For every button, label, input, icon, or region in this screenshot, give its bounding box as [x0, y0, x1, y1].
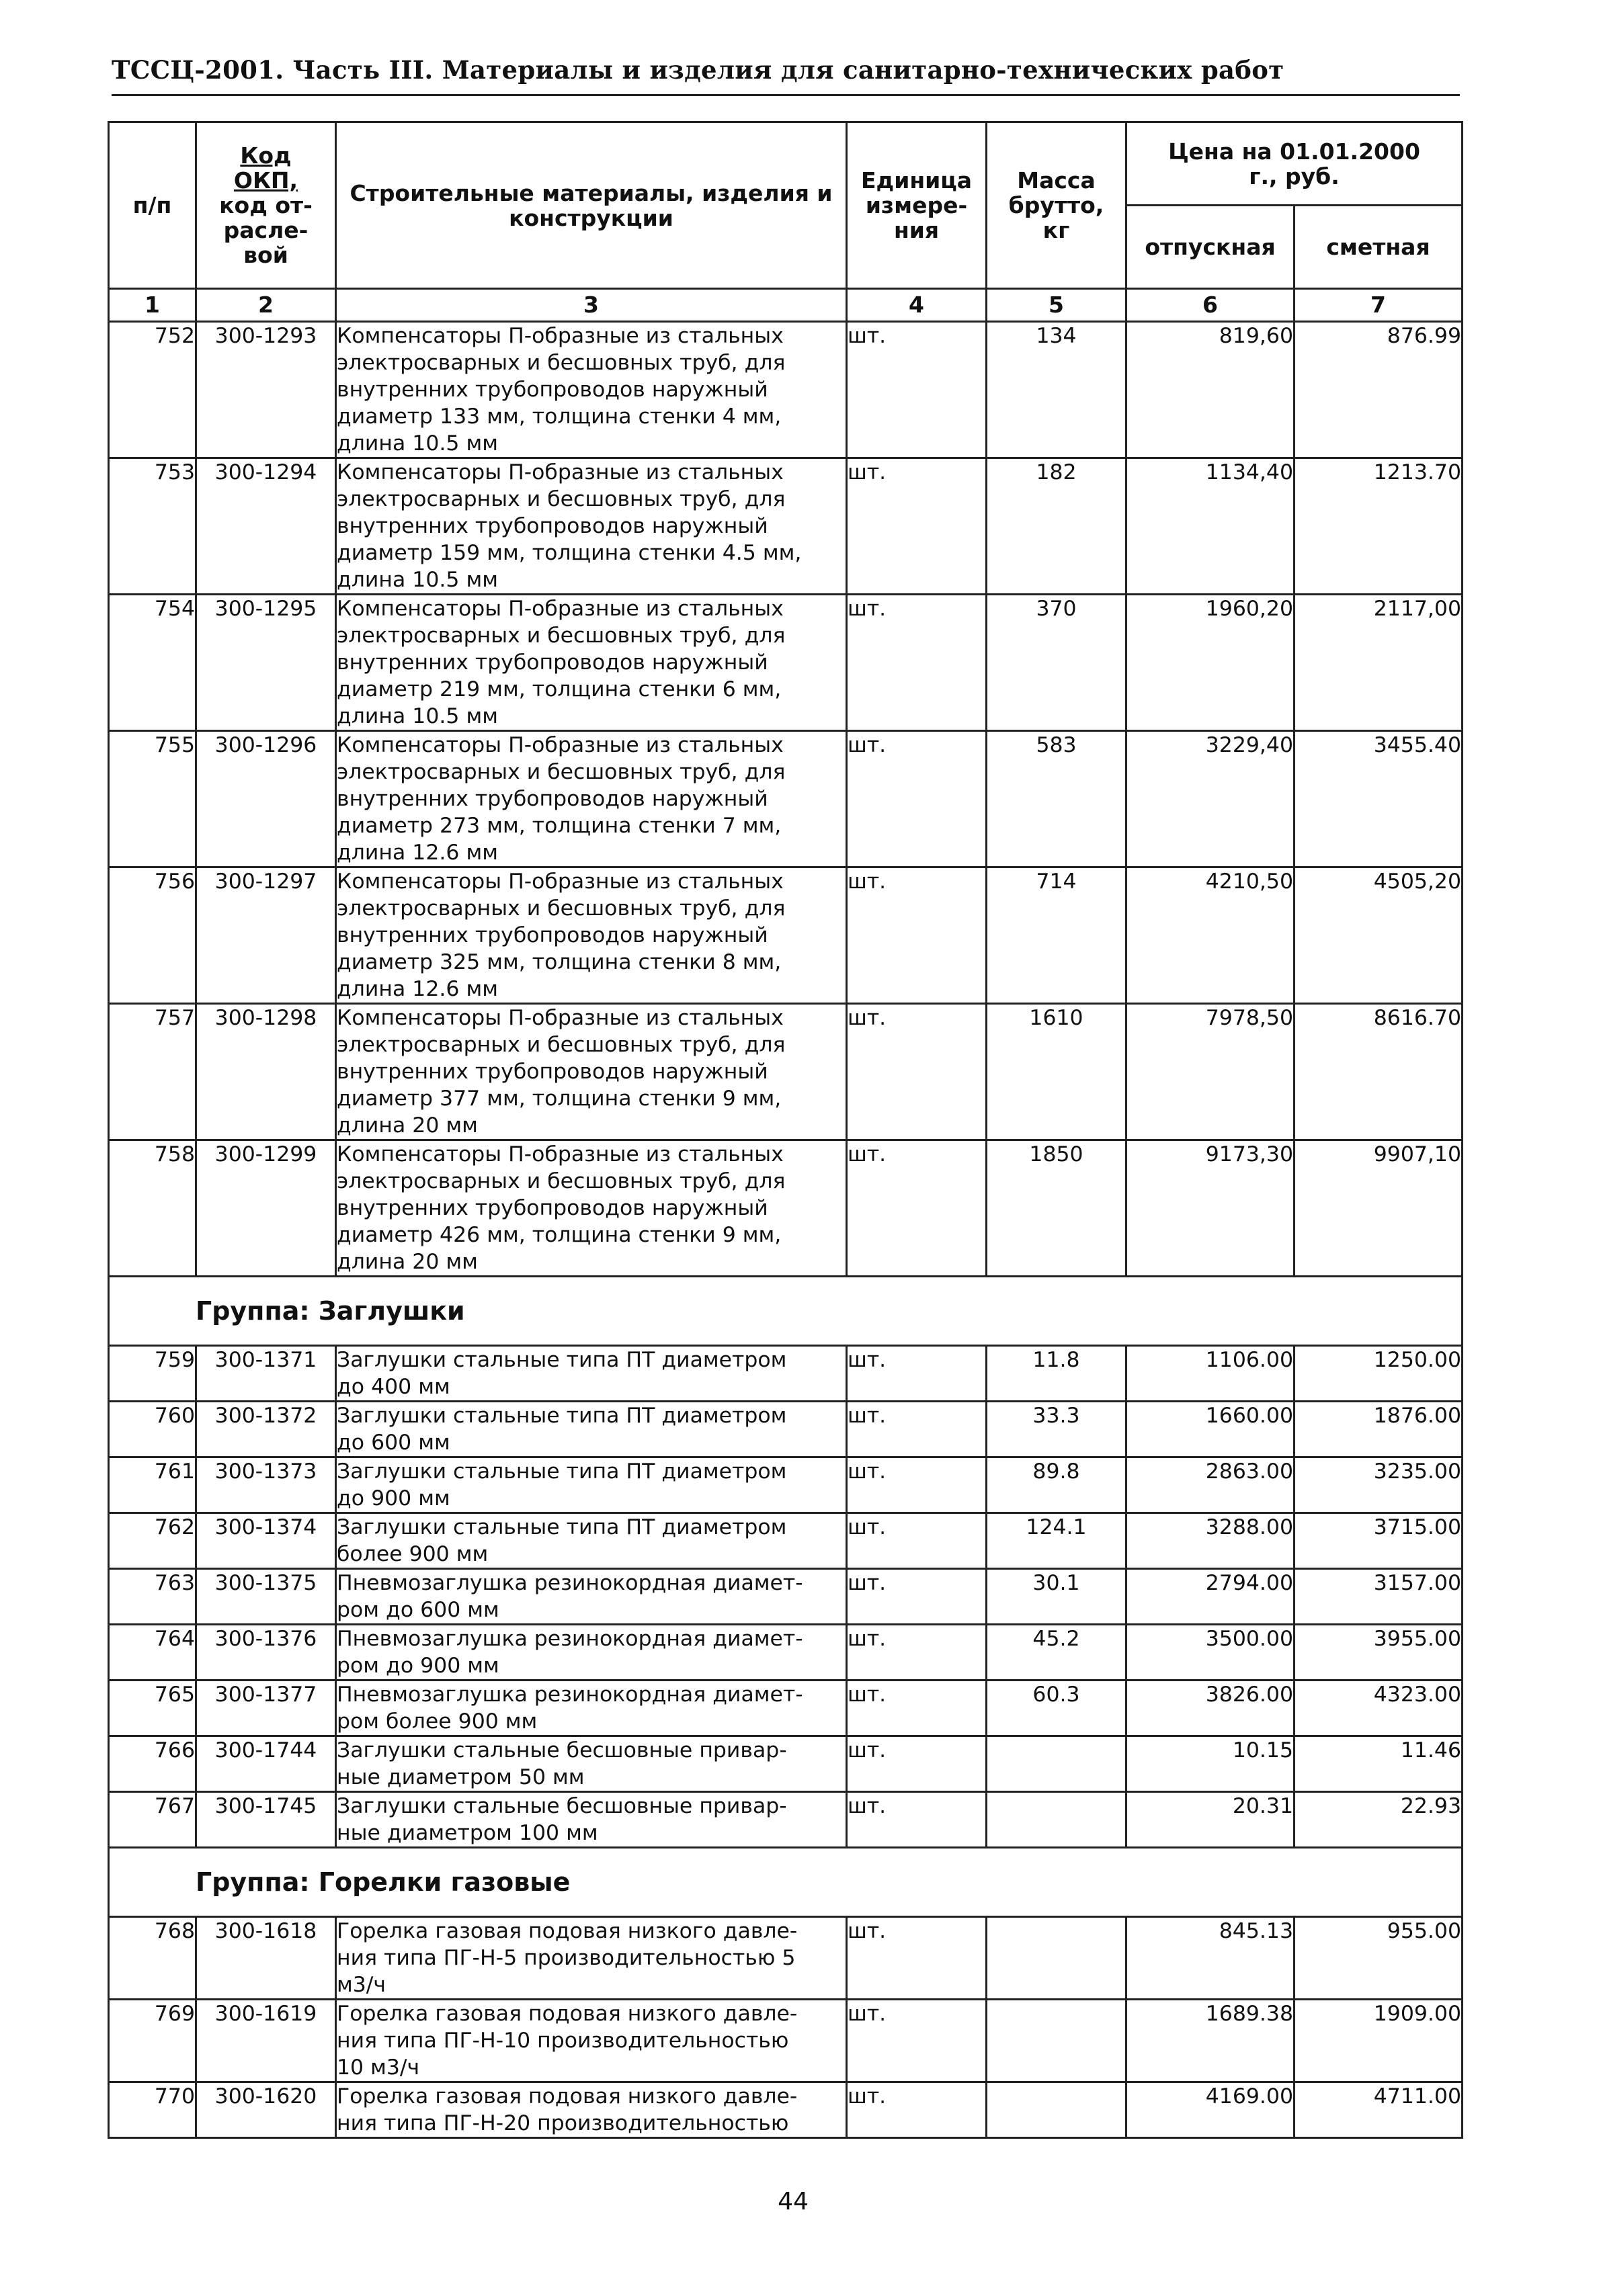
table-row: [109, 867, 1463, 1004]
gross-mass: 45.2: [987, 1625, 1126, 1681]
description-line: Пневмозаглушка резинокордная диамет-: [337, 1571, 803, 1595]
col-header-unit-line1: Единица: [861, 167, 972, 194]
description-line: длина 10.5 мм: [337, 431, 498, 456]
unit-of-measure: шт.: [847, 595, 987, 731]
description-line: электросварных и бесшовных труб, для: [337, 624, 786, 648]
col-header-price-line1: Цена на 01.01.2000: [1168, 138, 1420, 165]
column-number: 1: [109, 289, 196, 322]
item-description: [336, 2000, 847, 2082]
description-line: более 900 мм: [337, 1542, 489, 1566]
table-row: [109, 1792, 1463, 1848]
okp-code: 300-1298: [196, 1004, 336, 1140]
col-header-name-line2: конструкции: [509, 204, 673, 231]
col-header-price-sale: отпускная: [1126, 206, 1295, 289]
row-number: 756: [109, 867, 196, 1004]
okp-code: 300-1297: [196, 867, 336, 1004]
col-header-mass-line1: Масса: [1017, 167, 1096, 194]
gross-mass: 33.3: [987, 1402, 1126, 1457]
unit-of-measure: шт.: [847, 1917, 987, 2000]
description-line: до 600 мм: [337, 1431, 450, 1455]
description-line: ния типа ПГ-Н-10 производительностью: [337, 2029, 789, 2053]
gross-mass: [987, 1917, 1126, 2000]
row-number: 765: [109, 1681, 196, 1736]
col-header-mass-line3: кг: [1042, 217, 1070, 243]
price-sale: 1660.00: [1126, 1402, 1295, 1457]
price-estimate: 2117,00: [1295, 595, 1463, 731]
okp-code: 300-1374: [196, 1513, 336, 1569]
col-header-unit: [847, 122, 987, 289]
description-line: внутренних трубопроводов наружный: [337, 650, 768, 675]
price-estimate: 3455.40: [1295, 731, 1463, 867]
col-header-code-line2: ОКП,: [233, 167, 298, 194]
description-line: электросварных и бесшовных труб, для: [337, 351, 786, 375]
group-title: Группа: Горелки газовые: [109, 1848, 1463, 1917]
section-compensators: [109, 322, 1463, 1277]
description-line: ния типа ПГ-Н-5 производительностью 5: [337, 1946, 796, 1970]
description-line: диаметр 325 мм, толщина стенки 8 мм,: [337, 950, 782, 974]
unit-of-measure: шт.: [847, 1792, 987, 1848]
description-line: диаметр 159 мм, толщина стенки 4.5 мм,: [337, 541, 802, 565]
row-number: 761: [109, 1457, 196, 1513]
description-line: внутренних трубопроводов наружный: [337, 378, 768, 402]
gross-mass: 30.1: [987, 1569, 1126, 1625]
description-line: диаметр 273 мм, толщина стенки 7 мм,: [337, 814, 782, 838]
description-line: внутренних трубопроводов наружный: [337, 1196, 768, 1220]
col-header-code: [196, 122, 336, 289]
item-description: [336, 731, 847, 867]
item-description: [336, 1004, 847, 1140]
item-description: [336, 1513, 847, 1569]
okp-code: 300-1376: [196, 1625, 336, 1681]
table-row: [109, 1625, 1463, 1681]
okp-code: 300-1377: [196, 1681, 336, 1736]
unit-of-measure: шт.: [847, 2082, 987, 2138]
description-line: м3/ч: [337, 1973, 386, 1997]
running-header: ТССЦ-2001. Часть III. Материалы и изделия для санитарно-технических работ: [112, 55, 1284, 85]
description-line: электросварных и бесшовных труб, для: [337, 896, 786, 921]
price-sale: 3288.00: [1126, 1513, 1295, 1569]
table-row: [109, 322, 1463, 458]
col-header-mass: [987, 122, 1126, 289]
description-line: ные диаметром 50 мм: [337, 1765, 585, 1789]
okp-code: 300-1375: [196, 1569, 336, 1625]
row-number: 760: [109, 1402, 196, 1457]
gross-mass: 182: [987, 458, 1126, 595]
description-line: Компенсаторы П-образные из стальных: [337, 324, 784, 348]
row-number: 755: [109, 731, 196, 867]
col-header-code-line4: расле-: [223, 217, 309, 243]
table-row: [109, 1346, 1463, 1402]
unit-of-measure: шт.: [847, 1681, 987, 1736]
price-sale: 3826.00: [1126, 1681, 1295, 1736]
description-line: ром более 900 мм: [337, 1709, 538, 1734]
table-row: [109, 1402, 1463, 1457]
item-description: [336, 1346, 847, 1402]
description-line: длина 10.5 мм: [337, 704, 498, 728]
description-line: до 900 мм: [337, 1486, 450, 1511]
table-row: [109, 1004, 1463, 1140]
col-header-unit-line2: измере-: [865, 192, 968, 218]
col-header-code-line5: вой: [243, 242, 288, 268]
description-line: диаметр 133 мм, толщина стенки 4 мм,: [337, 405, 782, 429]
price-estimate: 1213.70: [1295, 458, 1463, 595]
unit-of-measure: шт.: [847, 1346, 987, 1402]
okp-code: 300-1295: [196, 595, 336, 731]
description-line: электросварных и бесшовных труб, для: [337, 1169, 786, 1193]
item-description: [336, 322, 847, 458]
description-line: Компенсаторы П-образные из стальных: [337, 1006, 784, 1030]
column-number: 2: [196, 289, 336, 322]
description-line: длина 12.6 мм: [337, 841, 498, 865]
description-line: длина 10.5 мм: [337, 568, 498, 592]
column-number-row: [109, 289, 1463, 322]
unit-of-measure: шт.: [847, 1569, 987, 1625]
table-row: [109, 458, 1463, 595]
price-estimate: 3235.00: [1295, 1457, 1463, 1513]
price-estimate: 4711.00: [1295, 2082, 1463, 2138]
description-line: длина 20 мм: [337, 1250, 478, 1274]
gross-mass: 134: [987, 322, 1126, 458]
table-row: [109, 2000, 1463, 2082]
price-sale: 3500.00: [1126, 1625, 1295, 1681]
col-header-pp: п/п: [109, 122, 196, 289]
okp-code: 300-1372: [196, 1402, 336, 1457]
section-gas-burners: [109, 1917, 1463, 2138]
price-sale: 7978,50: [1126, 1004, 1295, 1140]
okp-code: 300-1373: [196, 1457, 336, 1513]
gross-mass: 583: [987, 731, 1126, 867]
price-sale: 1960,20: [1126, 595, 1295, 731]
gross-mass: 714: [987, 867, 1126, 1004]
gross-mass: 1850: [987, 1140, 1126, 1277]
okp-code: 300-1744: [196, 1736, 336, 1792]
description-line: длина 12.6 мм: [337, 977, 498, 1001]
description-line: ром до 900 мм: [337, 1654, 499, 1678]
row-number: 768: [109, 1917, 196, 2000]
description-line: Заглушки стальные бесшовные привар-: [337, 1794, 787, 1818]
okp-code: 300-1618: [196, 1917, 336, 2000]
table-row: [109, 1457, 1463, 1513]
price-estimate: 876.99: [1295, 322, 1463, 458]
description-line: электросварных и бесшовных труб, для: [337, 487, 786, 511]
description-line: внутренних трубопроводов наружный: [337, 923, 768, 947]
row-number: 766: [109, 1736, 196, 1792]
description-line: Заглушки стальные бесшовные привар-: [337, 1738, 787, 1762]
unit-of-measure: шт.: [847, 867, 987, 1004]
unit-of-measure: шт.: [847, 2000, 987, 2082]
unit-of-measure: шт.: [847, 1140, 987, 1277]
column-number: 5: [987, 289, 1126, 322]
unit-of-measure: шт.: [847, 1736, 987, 1792]
description-line: внутренних трубопроводов наружный: [337, 1060, 768, 1084]
description-line: Горелка газовая подовая низкого давле-: [337, 2002, 798, 2026]
section-plugs: [109, 1346, 1463, 1848]
col-header-name: [336, 122, 847, 289]
group-title: Группа: Заглушки: [109, 1277, 1463, 1346]
description-line: Компенсаторы П-образные из стальных: [337, 1142, 784, 1166]
unit-of-measure: шт.: [847, 1625, 987, 1681]
gross-mass: [987, 2082, 1126, 2138]
price-estimate: 3715.00: [1295, 1513, 1463, 1569]
description-line: Заглушки стальные типа ПТ диаметром: [337, 1348, 787, 1372]
price-estimate: 11.46: [1295, 1736, 1463, 1792]
description-line: электросварных и бесшовных труб, для: [337, 1033, 786, 1057]
price-sale: 845.13: [1126, 1917, 1295, 2000]
price-sale: 3229,40: [1126, 731, 1295, 867]
price-estimate: 1909.00: [1295, 2000, 1463, 2082]
description-line: Заглушки стальные типа ПТ диаметром: [337, 1404, 787, 1428]
item-description: [336, 1736, 847, 1792]
okp-code: 300-1620: [196, 2082, 336, 2138]
col-header-mass-line2: брутто,: [1008, 192, 1104, 218]
price-sale: 4169.00: [1126, 2082, 1295, 2138]
gross-mass: [987, 2000, 1126, 2082]
price-estimate: 1250.00: [1295, 1346, 1463, 1402]
price-estimate: 3955.00: [1295, 1625, 1463, 1681]
table-row: [109, 595, 1463, 731]
unit-of-measure: шт.: [847, 1457, 987, 1513]
item-description: [336, 1402, 847, 1457]
description-line: до 400 мм: [337, 1375, 450, 1399]
description-line: Компенсаторы П-образные из стальных: [337, 460, 784, 484]
description-line: Заглушки стальные типа ПТ диаметром: [337, 1459, 787, 1484]
unit-of-measure: шт.: [847, 1402, 987, 1457]
item-description: [336, 867, 847, 1004]
table-row: [109, 1569, 1463, 1625]
page-number: 44: [778, 2188, 809, 2215]
row-number: 759: [109, 1346, 196, 1402]
description-line: Компенсаторы П-образные из стальных: [337, 597, 784, 621]
gross-mass: 89.8: [987, 1457, 1126, 1513]
description-line: Компенсаторы П-образные из стальных: [337, 733, 784, 757]
price-sale: 1106.00: [1126, 1346, 1295, 1402]
item-description: [336, 1457, 847, 1513]
price-sale: 20.31: [1126, 1792, 1295, 1848]
gross-mass: 370: [987, 595, 1126, 731]
unit-of-measure: шт.: [847, 458, 987, 595]
row-number: 753: [109, 458, 196, 595]
price-estimate: 4323.00: [1295, 1681, 1463, 1736]
col-header-unit-line3: ния: [893, 217, 940, 243]
item-description: [336, 458, 847, 595]
row-number: 754: [109, 595, 196, 731]
gross-mass: [987, 1792, 1126, 1848]
table-row: [109, 1140, 1463, 1277]
description-line: ром до 600 мм: [337, 1598, 499, 1622]
column-number: 6: [1126, 289, 1295, 322]
col-header-code-line3: код от-: [219, 192, 313, 218]
gross-mass: 11.8: [987, 1346, 1126, 1402]
row-number: 758: [109, 1140, 196, 1277]
description-line: ные диаметром 100 мм: [337, 1821, 598, 1845]
column-number: 3: [336, 289, 847, 322]
item-description: [336, 1681, 847, 1736]
description-line: Пневмозаглушка резинокордная диамет-: [337, 1683, 803, 1707]
item-description: [336, 1625, 847, 1681]
description-line: Пневмозаглушка резинокордная диамет-: [337, 1627, 803, 1651]
table-row: [109, 1736, 1463, 1792]
unit-of-measure: шт.: [847, 1513, 987, 1569]
okp-code: 300-1619: [196, 2000, 336, 2082]
okp-code: 300-1371: [196, 1346, 336, 1402]
group-heading-burners: [109, 1848, 1463, 1917]
description-line: внутренних трубопроводов наружный: [337, 787, 768, 811]
price-sale: 4210,50: [1126, 867, 1295, 1004]
price-sale: 2794.00: [1126, 1569, 1295, 1625]
col-header-name-line1: Строительные материалы, изделия и: [350, 179, 833, 206]
item-description: [336, 1140, 847, 1277]
gross-mass: 1610: [987, 1004, 1126, 1140]
price-sale: 1134,40: [1126, 458, 1295, 595]
table-row: [109, 2082, 1463, 2138]
gross-mass: 124.1: [987, 1513, 1126, 1569]
okp-code: 300-1745: [196, 1792, 336, 1848]
row-number: 752: [109, 322, 196, 458]
description-line: Заглушки стальные типа ПТ диаметром: [337, 1515, 787, 1539]
description-line: внутренних трубопроводов наружный: [337, 514, 768, 538]
header-rule: [112, 94, 1460, 96]
price-estimate: 9907,10: [1295, 1140, 1463, 1277]
price-sale: 819,60: [1126, 322, 1295, 458]
column-number: 7: [1295, 289, 1463, 322]
description-line: электросварных и бесшовных труб, для: [337, 760, 786, 784]
description-line: диаметр 426 мм, толщина стенки 9 мм,: [337, 1223, 782, 1247]
col-header-code-line1: Код: [240, 142, 292, 169]
item-description: [336, 1569, 847, 1625]
row-number: 767: [109, 1792, 196, 1848]
item-description: [336, 1917, 847, 2000]
price-estimate: 1876.00: [1295, 1402, 1463, 1457]
unit-of-measure: шт.: [847, 322, 987, 458]
col-header-price: [1126, 122, 1463, 206]
description-line: 10 м3/ч: [337, 2055, 420, 2080]
unit-of-measure: шт.: [847, 731, 987, 867]
row-number: 762: [109, 1513, 196, 1569]
description-line: длина 20 мм: [337, 1113, 478, 1138]
price-estimate: 22.93: [1295, 1792, 1463, 1848]
description-line: ния типа ПГ-Н-20 производительностью: [337, 2111, 789, 2135]
price-sale: 2863.00: [1126, 1457, 1295, 1513]
row-number: 769: [109, 2000, 196, 2082]
row-number: 764: [109, 1625, 196, 1681]
col-header-price-estimate: сметная: [1295, 206, 1463, 289]
description-line: диаметр 219 мм, толщина стенки 6 мм,: [337, 677, 782, 701]
gross-mass: 60.3: [987, 1681, 1126, 1736]
price-sale: 10.15: [1126, 1736, 1295, 1792]
okp-code: 300-1294: [196, 458, 336, 595]
table-row: [109, 731, 1463, 867]
gross-mass: [987, 1736, 1126, 1792]
table-row: [109, 1513, 1463, 1569]
price-estimate: 8616.70: [1295, 1004, 1463, 1140]
okp-code: 300-1299: [196, 1140, 336, 1277]
description-line: диаметр 377 мм, толщина стенки 9 мм,: [337, 1087, 782, 1111]
row-number: 770: [109, 2082, 196, 2138]
item-description: [336, 595, 847, 731]
description-line: Горелка газовая подовая низкого давле-: [337, 1919, 798, 1943]
item-description: [336, 2082, 847, 2138]
item-description: [336, 1792, 847, 1848]
table-head: [109, 122, 1463, 322]
row-number: 757: [109, 1004, 196, 1140]
column-number: 4: [847, 289, 987, 322]
price-estimate: 955.00: [1295, 1917, 1463, 2000]
row-number: 763: [109, 1569, 196, 1625]
okp-code: 300-1293: [196, 322, 336, 458]
price-estimate: 3157.00: [1295, 1569, 1463, 1625]
description-line: Компенсаторы П-образные из стальных: [337, 869, 784, 894]
unit-of-measure: шт.: [847, 1004, 987, 1140]
price-table: [108, 121, 1463, 2139]
group-heading-plugs: [109, 1277, 1463, 1346]
price-sale: 1689.38: [1126, 2000, 1295, 2082]
col-header-price-line2: г., руб.: [1249, 163, 1340, 189]
table-row: [109, 1917, 1463, 2000]
table-row: [109, 1681, 1463, 1736]
description-line: Горелка газовая подовая низкого давле-: [337, 2084, 798, 2109]
okp-code: 300-1296: [196, 731, 336, 867]
price-estimate: 4505,20: [1295, 867, 1463, 1004]
price-sale: 9173,30: [1126, 1140, 1295, 1277]
